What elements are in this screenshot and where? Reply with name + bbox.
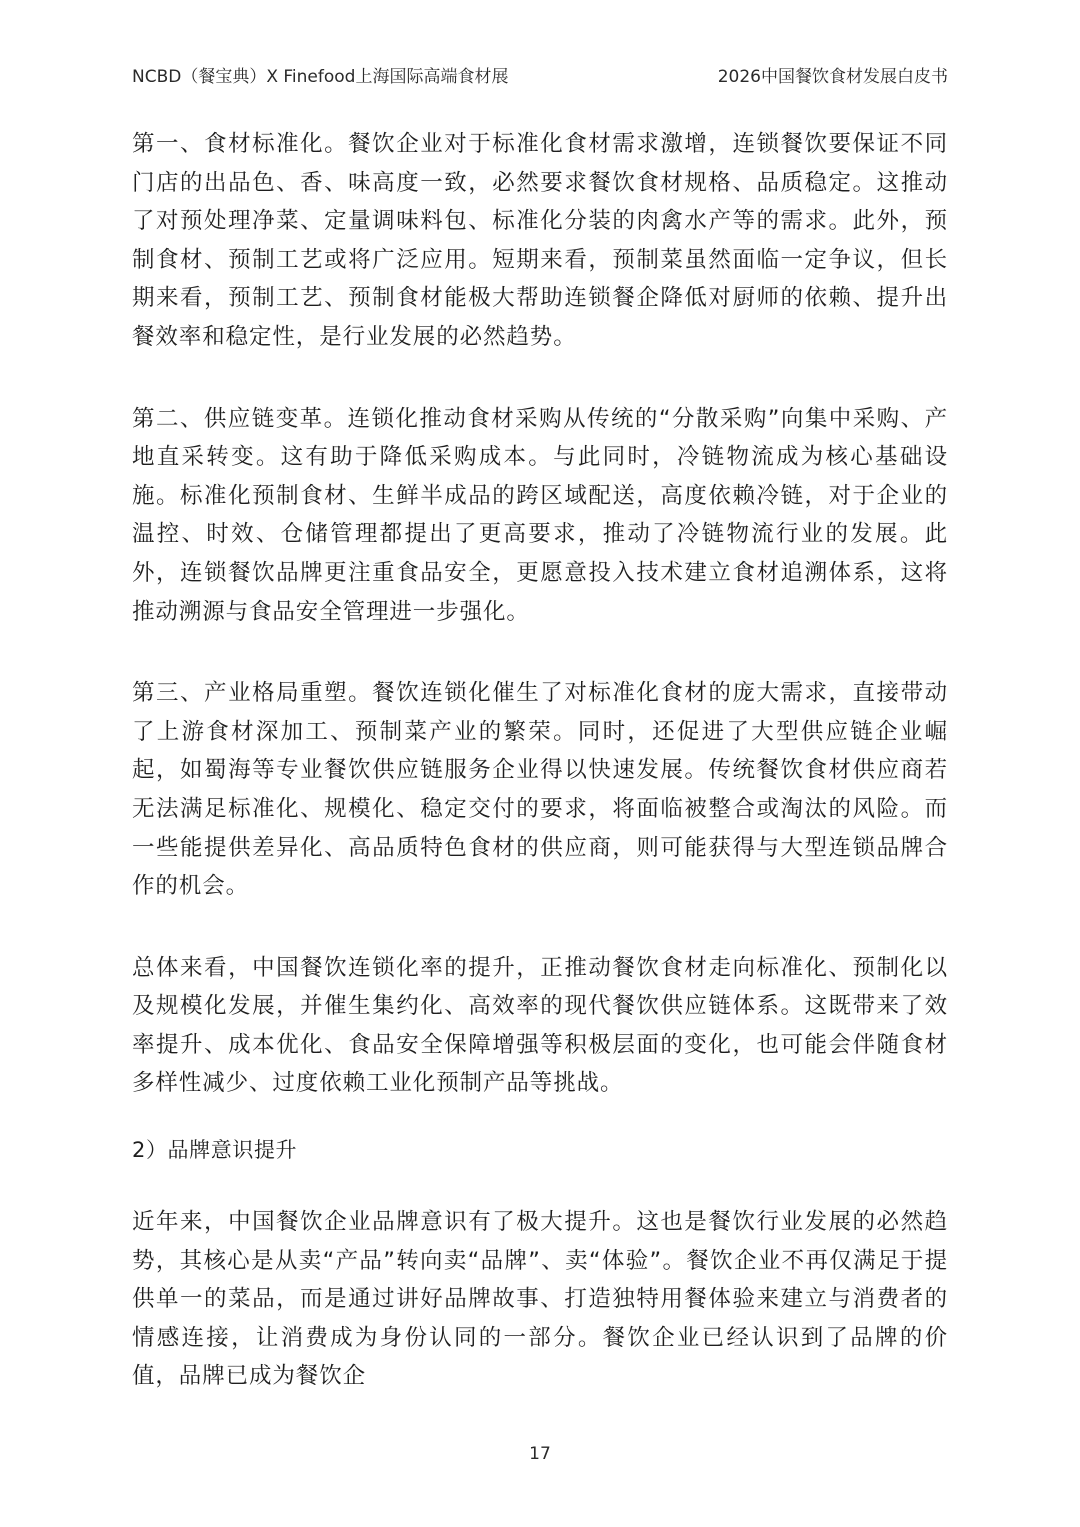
paragraph-supply-chain: 第二、供应链变革。连锁化推动食材采购从传统的“分散采购”向集中采购、产地直采转变。这有助于降低采购成本。与此同时，冷链物流成为核心基础设施。标准化预制食材、生鲜半成品的跨区域配送，高度依赖冷链，对于企业的温控、时效、仓储管理都提出了更高要求，推动了冷链物流行业的发展。此外，连锁餐饮品牌更注重食品安全，更愿意投入技术建立食材追溯体系，这将推动溯源与食品安全管理进一步强化。 [132, 405, 948, 625]
document-body [132, 125, 948, 1439]
page-header [132, 62, 948, 87]
paragraph-summary: 总体来看，中国餐饮连锁化率的提升，正推动餐饮食材走向标准化、预制化以及规模化发展，并催生集约化、高效率的现代餐饮供应链体系。这既带来了效率提升、成本优化、食品安全保障增强等积极层面的变化，也可能会伴随食材多样性减少、过度依赖工业化预制产品等挑战。 [132, 954, 948, 1097]
paragraph-standardization: 第一、食材标准化。餐饮企业对于标准化食材需求激增，连锁餐饮要保证不同门店的出品色、香、味高度一致，必然要求餐饮食材规格、品质稳定。这推动了对预处理净菜、定量调味料包、标准化分装的肉禽水产等的需求。此外，预制食材、预制工艺或将广泛应用。短期来看，预制菜虽然面临一定争议，但长期来看，预制工艺、预制食材能极大帮助连锁餐企降低对厨师的依赖、提升出餐效率和稳定性，是行业发展的必然趋势。 [132, 131, 948, 350]
paragraph-industry-structure: 第三、产业格局重塑。餐饮连锁化催生了对标准化食材的庞大需求，直接带动了上游食材深加工、预制菜产业的繁荣。同时，还促进了大型供应链企业崛起，如蜀海等专业餐饮供应链服务企业得以快速发展。传统餐饮食材供应商若无法满足标准化、规模化、稳定交付的要求，将面临被整合或淘汰的风险。而一些能提供差异化、高品质特色食材的供应商，则可能获得与大型连锁品牌合作的机会。 [132, 680, 948, 900]
header-left-text: NCBD（餐宝典）X Finefood上海国际高端食材展 [132, 67, 509, 87]
section-subheading: 2）品牌意识提升 [132, 1138, 298, 1163]
header-right-text: 2026中国餐饮食材发展白皮书 [717, 67, 948, 87]
page-number: 17 [529, 1444, 551, 1464]
paragraph-brand-awareness: 近年来，中国餐饮企业品牌意识有了极大提升。这也是餐饮行业发展的必然趋势，其核心是从卖“产品”转向卖“品牌”、卖“体验”。餐饮企业不再仅满足于提供单一的菜品，而是通过讲好品牌故事、打造独特用餐体验来建立与消费者的情感连接，让消费成为身份认同的一部分。餐饮企业已经认识到了品牌的价值，品牌已成为餐饮企 [132, 1209, 948, 1390]
